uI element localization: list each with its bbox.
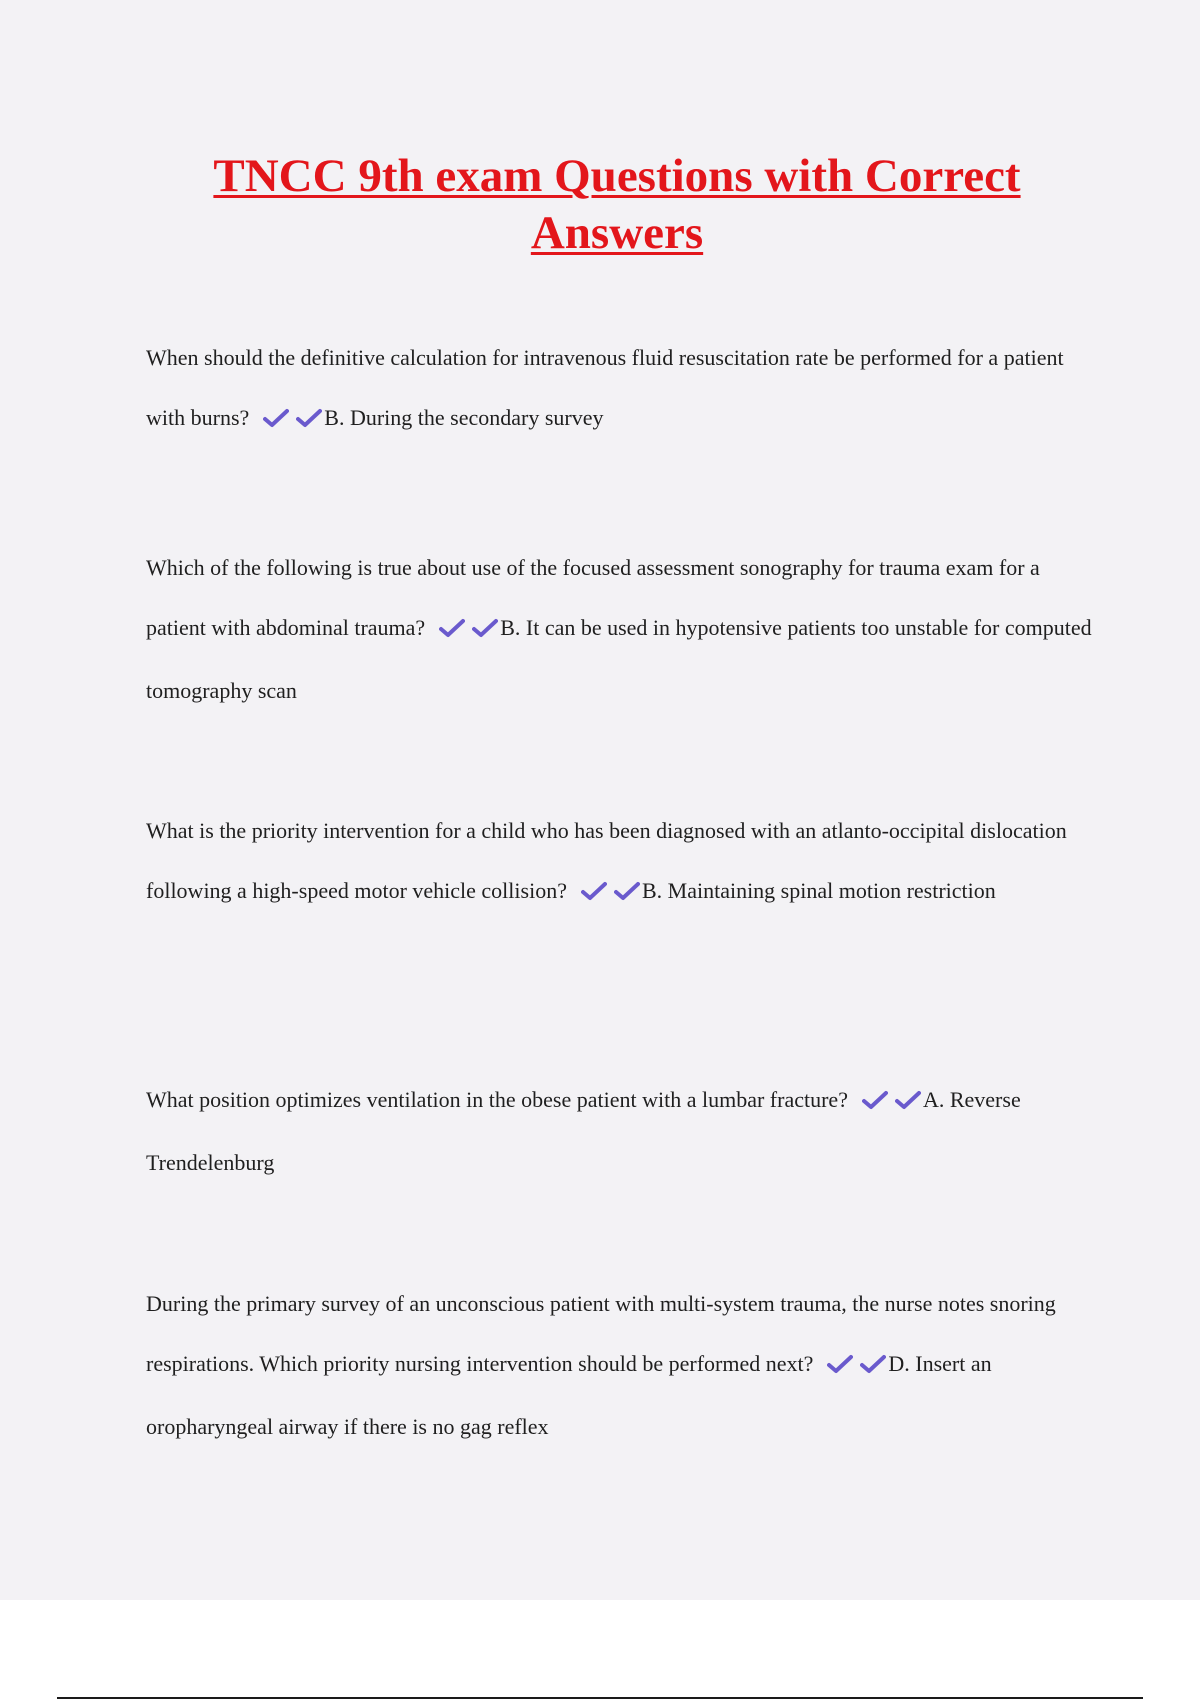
qa-item-4 bbox=[146, 1070, 1096, 1193]
qa-item-5 bbox=[146, 1274, 1096, 1457]
qa-item-1 bbox=[146, 328, 1096, 451]
checkmark-icon bbox=[862, 1090, 888, 1110]
checkmark-icon bbox=[895, 1090, 921, 1110]
answer-text: B. Maintaining spinal motion restriction bbox=[641, 878, 996, 903]
qa-item-3 bbox=[146, 801, 1096, 924]
checkmark-icon bbox=[827, 1354, 853, 1374]
question-text: What position optimizes ventilation in the obese patient with a lumbar fracture? bbox=[146, 1087, 848, 1112]
correct-answer-marker bbox=[263, 391, 322, 451]
correct-answer-marker bbox=[439, 601, 498, 661]
answer-text: A. Reverse Trendelenburg bbox=[146, 1087, 1021, 1175]
checkmark-icon bbox=[472, 618, 498, 638]
question-text: When should the definitive calculation for intravenous fluid resuscitation rate be performed for a patient with burns? bbox=[146, 345, 1064, 430]
correct-answer-marker bbox=[581, 864, 640, 924]
checkmark-icon bbox=[263, 408, 289, 428]
qa-item-2 bbox=[146, 538, 1096, 721]
answer-text: B. It can be used in hypotensive patients too unstable for computed tomography scan bbox=[146, 615, 1092, 703]
question-text: What is the priority intervention for a child who has been diagnosed with an atlanto-occipital dislocation following a high-speed motor vehicle collision? bbox=[146, 818, 1067, 903]
answer-text: B. During the secondary survey bbox=[324, 405, 604, 430]
answer-text: D. Insert an oropharyngeal airway if there is no gag reflex bbox=[146, 1351, 992, 1439]
checkmark-icon bbox=[860, 1354, 886, 1374]
title-line-1: TNCC 9th exam Questions with Correct bbox=[213, 150, 1021, 202]
checkmark-icon bbox=[296, 408, 322, 428]
question-text: Which of the following is true about use of the focused assessment sonography for trauma exam for a patient with abdominal trauma? bbox=[146, 555, 1040, 640]
footer-divider bbox=[57, 1697, 1143, 1699]
question-text: During the primary survey of an unconscious patient with multi-system trauma, the nurse notes snoring respirations. Which priority nursing intervention should be performed next? bbox=[146, 1291, 1056, 1376]
checkmark-icon bbox=[439, 618, 465, 638]
correct-answer-marker bbox=[827, 1337, 886, 1397]
correct-answer-marker bbox=[862, 1073, 921, 1133]
checkmark-icon bbox=[614, 881, 640, 901]
checkmark-icon bbox=[581, 881, 607, 901]
document-title bbox=[0, 148, 1200, 262]
title-line-2: Answers bbox=[530, 207, 704, 259]
